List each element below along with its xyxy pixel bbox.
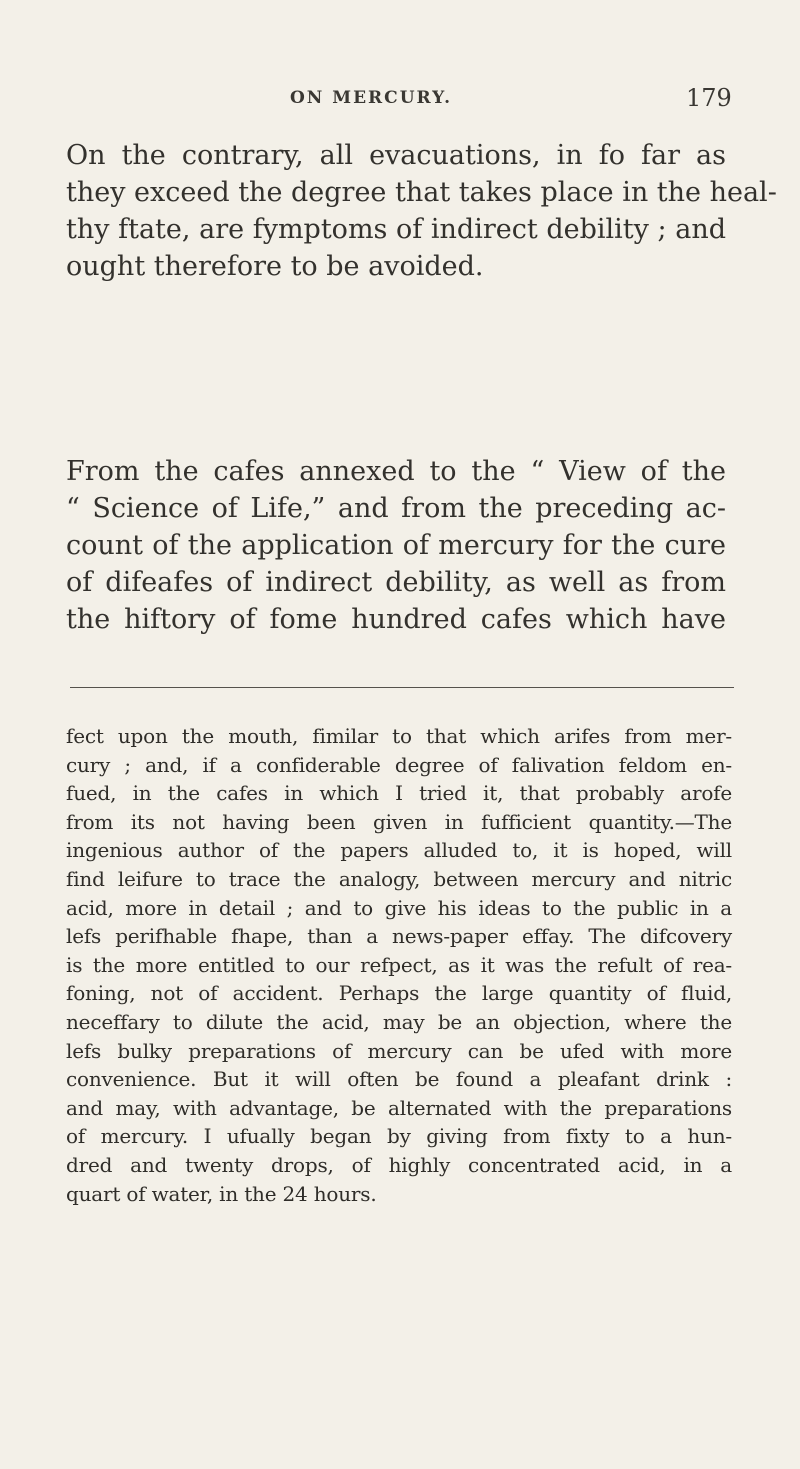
footnote-line: fued, in the cafes in which I tried it, that probably arofe: [66, 781, 732, 806]
text-line: “ Science of Life,” and from the preceding ac-: [66, 493, 726, 524]
footnote-line: of mercury. I ufually began by giving from fixty to a hun-: [66, 1124, 732, 1149]
footnote-line: fect upon the mouth, fimilar to that which arifes from mer-: [66, 724, 732, 748]
footnote-line: neceffary to dilute the acid, may be an objection, where the: [66, 1009, 732, 1034]
footnote-line: lefs bulky preparations of mercury can be ufed with more: [66, 1038, 732, 1063]
footnote-line: is the more entitled to our refpect, as it was the refult of rea-: [66, 952, 732, 977]
text-line: On the contrary, all evacuations, in fo far as: [66, 140, 726, 171]
footnote-line: quart of water, in the 24 hours.: [66, 1181, 377, 1206]
footnote-line: ingenious author of the papers alluded to, it is hoped, will: [66, 838, 732, 863]
running-head: ON MERCURY.: [290, 88, 452, 108]
footnote-line: acid, more in detail ; and to give his ideas to the public in a: [66, 895, 732, 920]
text-line: thy ftate, are fymptoms of indirect debility ; and: [66, 214, 726, 245]
footnote: [66, 722, 732, 1208]
page-number: 179: [686, 84, 732, 112]
text-line: From the cafes annexed to the “ View of the: [66, 456, 726, 487]
footnote-line: convenience. But it will often be found a pleafant drink :: [66, 1067, 732, 1092]
footnote-rule: [70, 687, 734, 688]
text-line: count of the application of mercury for the cure: [66, 530, 726, 561]
text-line: they exceed the degree that takes place in the heal-: [66, 177, 777, 208]
paragraph-2: [66, 453, 726, 638]
footnote-line: and may, with advantage, be alternated with the preparations: [66, 1095, 732, 1120]
paragraph-1: [66, 137, 777, 285]
footnote-line: lefs perifhable fhape, than a news-paper effay. The difcovery: [66, 924, 732, 949]
text-line: of difeafes of indirect debility, as well as from: [66, 567, 726, 598]
footnote-line: from its not having been given in fufficient quantity.—The: [66, 809, 732, 834]
footnote-line: foning, not of accident. Perhaps the large quantity of fluid,: [66, 981, 732, 1006]
text-line: ought therefore to be avoided.: [66, 251, 484, 282]
footnote-line: dred and twenty drops, of highly concentrated acid, in a: [66, 1152, 732, 1177]
footnote-line: cury ; and, if a confiderable degree of falivation feldom en-: [66, 752, 732, 777]
footnote-line: find leifure to trace the analogy, between mercury and nitric: [66, 866, 732, 891]
text-line: the hiftory of fome hundred cafes which have: [66, 604, 726, 635]
